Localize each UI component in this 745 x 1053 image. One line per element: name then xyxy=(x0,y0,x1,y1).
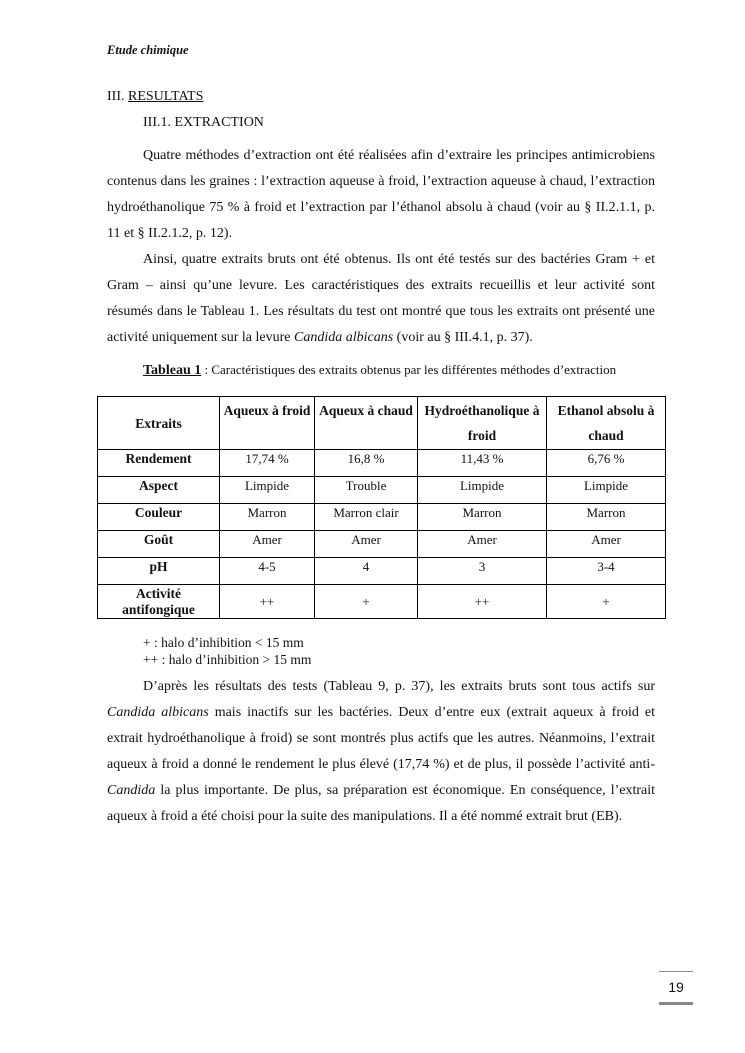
paragraph-conclusion-part2: mais inactifs sur les bactéries. Deux d’entre eux (extrait aqueux à froid et extrait hydroéthanolique à froid) se sont montrés plus actifs que les autres. Néanmoins, l’extrait aqueux à froid a donné le rendement le plus élevé (17,74 %) et de plus, il possède l’activité anti- xyxy=(107,705,655,772)
subsection-heading: III.1. EXTRACTION xyxy=(143,115,264,130)
section-title: RESULTATS xyxy=(128,89,204,104)
table-cell: Trouble xyxy=(315,477,418,504)
table-header-cell: Aqueux à froid xyxy=(220,397,315,450)
table-header-row xyxy=(98,397,666,450)
paragraph-results-text: Ainsi, quatre extraits bruts ont été obtenus. Ils ont été testés sur des bactéries Gram + et Gram – ainsi qu’une levure. Les caractéristiques des extraits recueillis et leur activité sont résumés dans le Tableau 1. Les résultats du test ont montré que tous les extraits ont présenté une activité uniquement sur la levure xyxy=(107,252,655,345)
table-cell: 3 xyxy=(418,558,547,585)
section-number: III. xyxy=(107,89,125,104)
table-cell: Limpide xyxy=(547,477,666,504)
table-cell: Limpide xyxy=(220,477,315,504)
legend-item: + : halo d’inhibition < 15 mm xyxy=(143,635,304,650)
table-header-cell: Hydroéthanolique à froid xyxy=(418,397,547,450)
table-row xyxy=(98,531,666,558)
paragraph-results xyxy=(107,247,655,351)
table-header-cell: Ethanol absolu à chaud xyxy=(547,397,666,450)
table-cell: 17,74 % xyxy=(220,450,315,477)
table-row-label: Activité antifongique xyxy=(98,585,220,619)
paragraph-conclusion xyxy=(107,674,655,830)
table-cell: 6,76 % xyxy=(547,450,666,477)
table-row-label: Couleur xyxy=(98,504,220,531)
table-cell: Marron xyxy=(418,504,547,531)
table-cell: Amer xyxy=(315,531,418,558)
table-cell: + xyxy=(547,585,666,619)
genus-name: Candida xyxy=(107,783,156,798)
paragraph-intro: Quatre méthodes d’extraction ont été réalisées afin d’extraire les principes antimicrobiens contenus dans les graines : l’extraction aqueuse à froid, l’extraction aqueuse à chaud, l’extraction hydroéthanolique 75 % à froid et l’extraction par l’éthanol absolu à chaud (voir au § II.2.1.1, p. 11 et § II.2.1.2, p. 12). xyxy=(107,148,655,241)
table-cell: Limpide xyxy=(418,477,547,504)
table-cell: Amer xyxy=(547,531,666,558)
page-number: 19 xyxy=(659,971,693,1005)
table-cell: ++ xyxy=(418,585,547,619)
legend-item: ++ : halo d’inhibition > 15 mm xyxy=(143,652,312,667)
table-row xyxy=(98,477,666,504)
table-header-cell: Extraits xyxy=(98,397,220,450)
table-cell: Marron xyxy=(547,504,666,531)
table-header-cell: Aqueux à chaud xyxy=(315,397,418,450)
table-row-label: Rendement xyxy=(98,450,220,477)
table-row xyxy=(98,450,666,477)
table-cell: 4-5 xyxy=(220,558,315,585)
paragraph-results-tail: (voir au § III.4.1, p. 37). xyxy=(396,330,533,345)
species-name: Candida albicans xyxy=(294,330,394,345)
table-row-label: Aspect xyxy=(98,477,220,504)
table-cell: Amer xyxy=(418,531,547,558)
species-name: Candida albicans xyxy=(107,705,209,720)
extracts-table xyxy=(97,396,666,619)
table-caption-text: : Caractéristiques des extraits obtenus par les différentes méthodes d’extraction xyxy=(201,362,617,377)
section-heading xyxy=(107,89,203,105)
table-legend xyxy=(143,634,311,668)
table-cell: Marron clair xyxy=(315,504,418,531)
table-row-label: Goût xyxy=(98,531,220,558)
table-cell: 16,8 % xyxy=(315,450,418,477)
table-row xyxy=(98,585,666,619)
table-row xyxy=(98,558,666,585)
table-cell: 3-4 xyxy=(547,558,666,585)
table-cell: 4 xyxy=(315,558,418,585)
table-caption xyxy=(143,362,616,379)
table-cell: + xyxy=(315,585,418,619)
running-header: Etude chimique xyxy=(107,43,189,57)
table-cell: 11,43 % xyxy=(418,450,547,477)
table-cell: Marron xyxy=(220,504,315,531)
table-row-label: pH xyxy=(98,558,220,585)
table-caption-label: Tableau 1 xyxy=(143,363,202,378)
paragraph-conclusion-part1: D’après les résultats des tests (Tableau 9, p. 37), les extraits bruts sont tous actifs sur xyxy=(143,679,655,694)
table-cell: Amer xyxy=(220,531,315,558)
paragraph-conclusion-part3: la plus importante. De plus, sa préparation est économique. En conséquence, l’extrait aqueux à froid a été choisi pour la suite des manipulations. Il a été nommé extrait brut (EB). xyxy=(107,783,656,824)
table-row xyxy=(98,504,666,531)
table-cell: ++ xyxy=(220,585,315,619)
